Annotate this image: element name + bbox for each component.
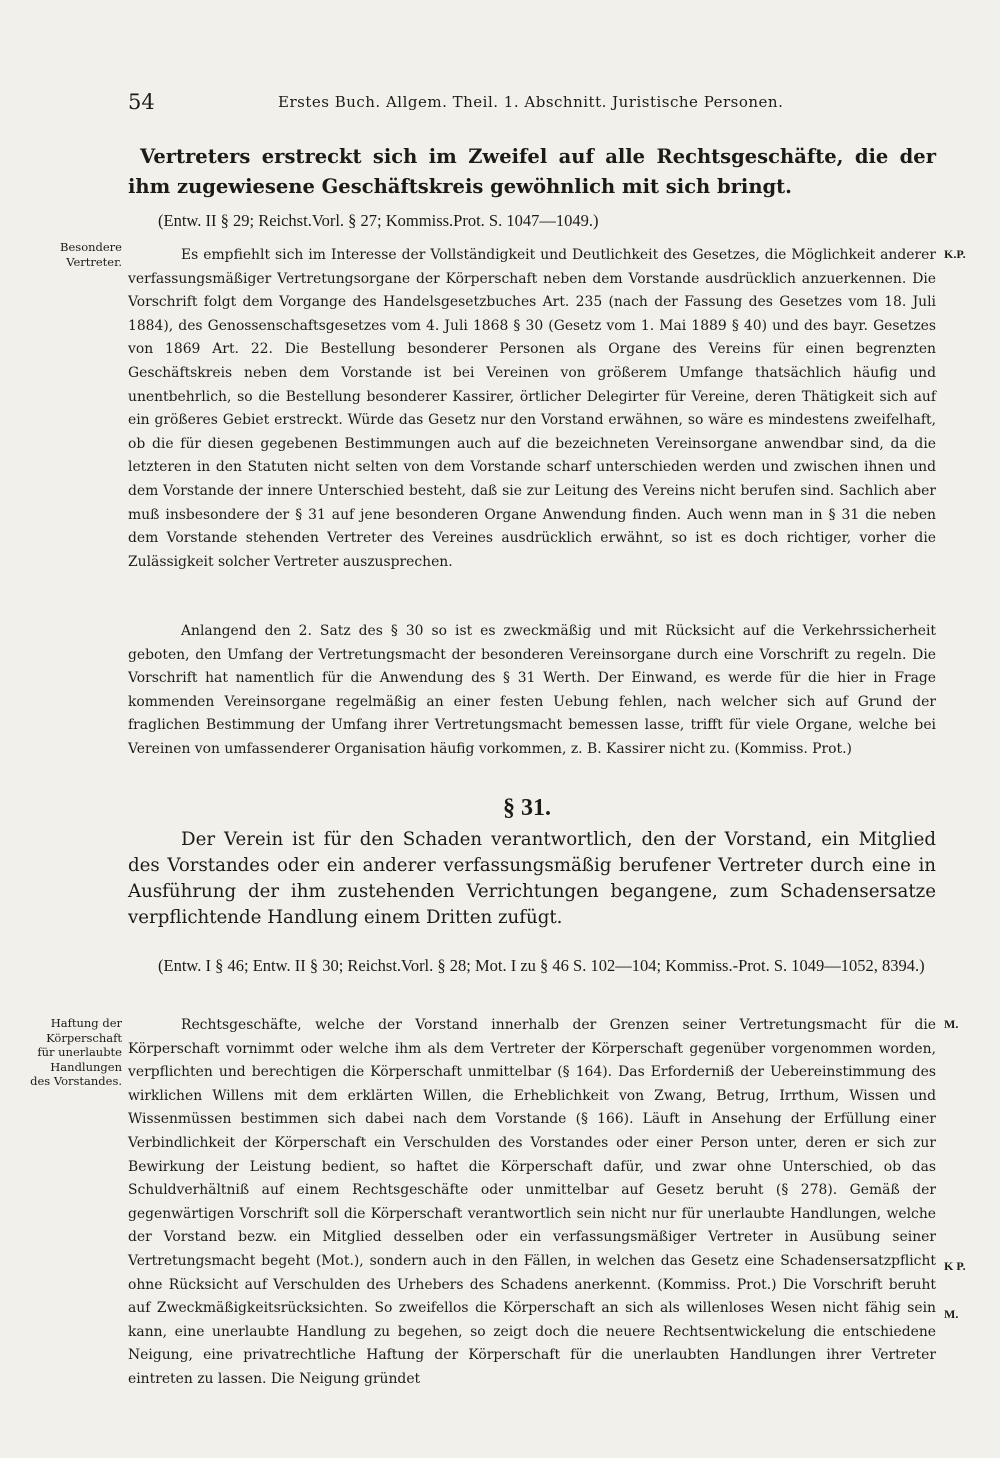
margin-note-haftung: Haftung der Körperschaft für unerlaubte Handlungen des Vorstandes. (30, 1016, 122, 1088)
commentary-paragraph: Rechtsgeschäfte, welche der Vorstand innerhalb der Grenzen seiner Vertretungsmacht für die Körperschaft vornimmt oder welche ihm als dem Vertreter der Körperschaft gegenüber vorgenommen worden, verpflichten und berechtigen die Körperschaft unmittelbar (§ 164). Das Erforderniß der Uebereinstimmung des wirklichen Willens mit dem erklärten Willen, die Erheblichkeit von Zwang, Betrug, Irrthum, Wissen und Wissenmüssen bestimmen sich dabei nach dem Vorstande (§ 166). Läuft in Ansehung der Erfüllung einer Verbindlichkeit der Körperschaft ein Verschulden des Vorstandes oder einer Person unter, deren er sich zur Bewirkung der Leistung bedient, so haftet die Körperschaft dafür, und zwar ohne Unterschied, ob das Schuldverhältniß auf einem Rechtsgeschäfte oder unmittelbar auf Gesetz beruht (§ 278). Gemäß der gegenwärtigen Vorschrift soll die Körperschaft verantwortlich sein nicht nur für unerlaubte Handlungen, welche der Vorstand bezw. ein Mitglied desselben oder ein verfassungsmäßiger Vertreter in Ausübung seiner Vertretungsmacht begeht (Mot.), sondern auch in den Fällen, in welchen das Gesetz eine Schadensersatzpflicht ohne Rücksicht auf Verschulden des Urhebers des Schadens anerkennt. (Kommiss. Prot.) Die Vorschrift beruht auf Zweckmäßigkeitsrücksichten. So zweifellos die Körperschaft an sich als willenloses Wesen nicht fähig sein kann, eine unerlaubte Handlung zu begehen, so zeigt doch die neuere Rechtsentwickelung die entschiedene Neigung, eine privatrechtliche Haftung der Körperschaft für die unerlaubten Handlungen ihrer Vertreter eintreten zu lassen. Die Neigung gründet (128, 1017, 936, 1387)
section-31-reference: (Entw. I § 46; Entw. II § 30; Reichst.Vorl. § 28; Mot. I zu § 46 S. 102—104; Kommiss.-Prot. S. 1049—1052, 8394.) (158, 956, 925, 975)
commentary-paragraph: Es empfiehlt sich im Interesse der Vollständigkeit und Deutlichkeit des Gesetzes, die Möglichkeit anderer verfassungsmäßiger Vertretungsorgane der Körperschaft neben dem Vorstande ausdrücklich anzuerkennen. Die Vorschrift folgt dem Vorgange des Handelsgesetzbuches Art. 235 (nach der Fassung des Gesetzes vom 18. Juli 1884), des Genossenschaftsgesetzes vom 4. Juli 1868 § 30 (Gesetz vom 1. Mai 1889 § 40) und des bayr. Gesetzes von 1869 Art. 22. Die Bestellung besonderer Personen als Organe des Vereins für einen begrenzten Geschäftskreis neben dem Vorstande ist bei Vereinen von größerem Umfange thatsächlich häufig und unentbehrlich, so die Bestellung besonderer Kassirer, örtlicher Delegirter für Vereine, deren Thätigkeit sich auf ein größeres Gebiet erstreckt. Würde das Gesetz nur den Vorstand erwähnen, so wäre es mindestens zweifelhaft, ob die für diesen gegebenen Bestimmungen auch auf die bezeichneten Vereinsorgane anwendbar sind, da die letzteren in den Statuten nicht selten von dem Vorstande scharf unterschieden werden und zwischen ihnen und dem Vorstande der innere Unterschied besteht, daß sie zur Leitung des Vereins nicht berufen sind. Sachlich aber muß insbesondere der § 31 auf jene besonderen Organe Anwendung finden. Auch wenn man in § 31 die neben dem Vorstande stehenden Vertreter des Vereines ausdrücklich erwähnt, so ist es doch richtiger, vorher die Zulässigkeit solcher Vertreter auszusprechen. (128, 247, 936, 570)
page-header (128, 90, 936, 120)
page-number: 54 (128, 90, 155, 114)
section-heading: § 31. (503, 795, 551, 821)
commentary-paragraph: Anlangend den 2. Satz des § 30 so ist es zweckmäßig und mit Rücksicht auf die Verkehrssicherheit geboten, den Umfang der Vertretungsmacht der besonderen Vereinsorgane durch eine Vorschrift zu regeln. Die Vorschrift hat namentlich für die Anwendung des § 31 Werth. Der Einwand, es werde für die hier in Frage kommenden Vereinsorgane regelmäßig an einer festen Uebung fehlen, nach welcher sich auf Grund der fraglichen Bestimmung der Umfang ihrer Vertretungsmacht bemessen lasse, trifft für viele Organe, welche bei Vereinen von umfassenderer Organisation häufig vorkommen, z. B. Kassirer nicht zu. (Kommiss. Prot.) (128, 623, 936, 757)
source-mark-kp: K P. (944, 1259, 966, 1273)
source-mark-m: M. (944, 1307, 959, 1321)
section-30-continuation: Vertreters erstreckt sich im Zweifel auf alle Rechtsgeschäfte, die der ihm zugewiesene Geschäftskreis gewöhnlich mit sich bringt. (128, 145, 936, 198)
margin-note-besondere-vertreter: Besondere Vertreter. (60, 240, 122, 269)
source-mark-m: M. (944, 1017, 959, 1031)
section-30-reference: (Entw. II § 29; Reichst.Vorl. § 27; Kommiss.Prot. S. 1047—1049.) (158, 211, 599, 230)
source-mark-kp: K.P. (944, 247, 966, 261)
statute-text: Der Verein ist für den Schaden verantwortlich, den der Vorstand, ein Mitglied des Vorstandes oder ein anderer verfassungsmäßig berufener Vertreter durch eine in Ausführung der ihm zustehenden Verrichtungen begangene, zum Schadensersatze verpflichtende Handlung einem Dritten zufügt. (128, 829, 936, 928)
running-head: Erstes Buch. Allgem. Theil. 1. Abschnitt. Juristische Personen. (278, 93, 784, 111)
